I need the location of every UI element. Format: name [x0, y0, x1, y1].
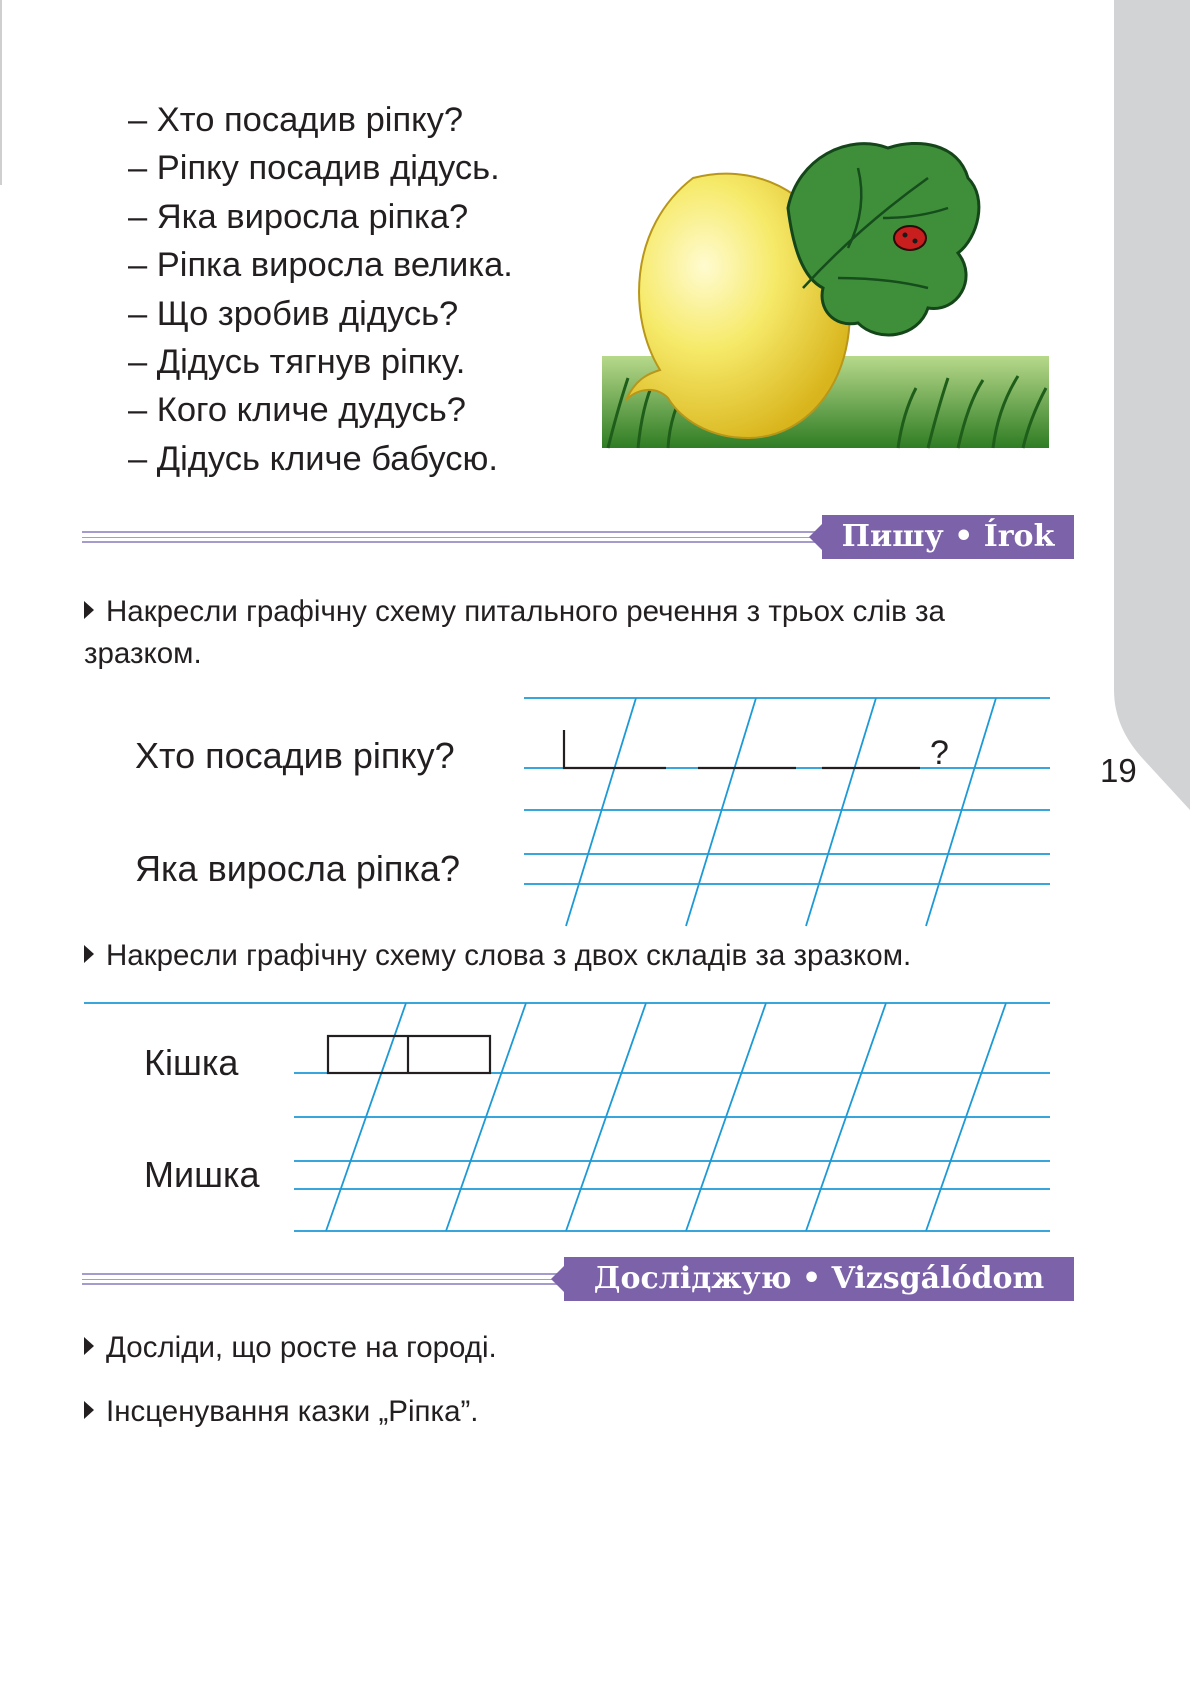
triangle-bullet-icon: [84, 945, 94, 963]
dialogue-line: – Що зробив дідусь?: [128, 294, 459, 333]
task-1-text: Накресли графічну схему питального речення з трьох слів за зразком.: [84, 595, 945, 670]
task-1: [84, 591, 1064, 675]
triangle-bullet-icon: [84, 601, 94, 619]
dialogue-line: – Дідусь кличе бабусю.: [128, 439, 498, 478]
dialogue-line: – Хто посадив ріпку?: [128, 101, 464, 139]
sentence-scheme: [564, 730, 920, 768]
turnip-illustration: [598, 138, 1053, 483]
scheme-question-mark: ?: [930, 734, 949, 772]
triangle-bullet-icon: [84, 1337, 94, 1355]
task-4-text: Інсценування казки „Ріпка”.: [106, 1395, 479, 1428]
exercise2-writing-grid: [84, 995, 1050, 1235]
exercise1-writing-grid: [518, 690, 1050, 930]
side-tab: [1114, 0, 1190, 810]
task-2-text: Накресли графічну схему слова з двох складів за зразком.: [106, 939, 912, 972]
dialogue-line: – Ріпку посадив дідусь.: [128, 149, 500, 188]
dialogue-line: – Яка виросла ріпка?: [128, 197, 469, 236]
section-explore-label: Досліджую • Vizsgálódom: [564, 1257, 1074, 1301]
page-edge-mark: [0, 0, 2, 185]
task-4: [84, 1391, 1064, 1433]
section-explore: [82, 1257, 1074, 1301]
exercise2-word-1: Кішка: [144, 1042, 239, 1083]
task-2: [84, 935, 1064, 977]
exercise1-sentence-2: Яка виросла ріпка?: [135, 848, 460, 889]
section-write-label: Пишу • Írok: [822, 515, 1074, 559]
triangle-bullet-icon: [84, 1401, 94, 1419]
dialogue-line: – Ріпка виросла велика.: [128, 246, 513, 285]
dialogue-line: – Дідусь тягнув ріпку.: [128, 343, 466, 382]
dialogue-line: – Кого кличе дудусь?: [128, 391, 466, 430]
syllable-scheme: [328, 1036, 490, 1073]
exercise1-sentence-1: Хто посадив ріпку?: [135, 735, 455, 776]
dialogue-list: [128, 96, 513, 483]
page-number: 19: [1100, 752, 1137, 789]
exercise2-word-2: Мишка: [144, 1154, 260, 1195]
task-3: [84, 1327, 1064, 1369]
task-3-text: Досліди, що росте на городі.: [106, 1331, 497, 1364]
section-write: [82, 515, 1074, 559]
